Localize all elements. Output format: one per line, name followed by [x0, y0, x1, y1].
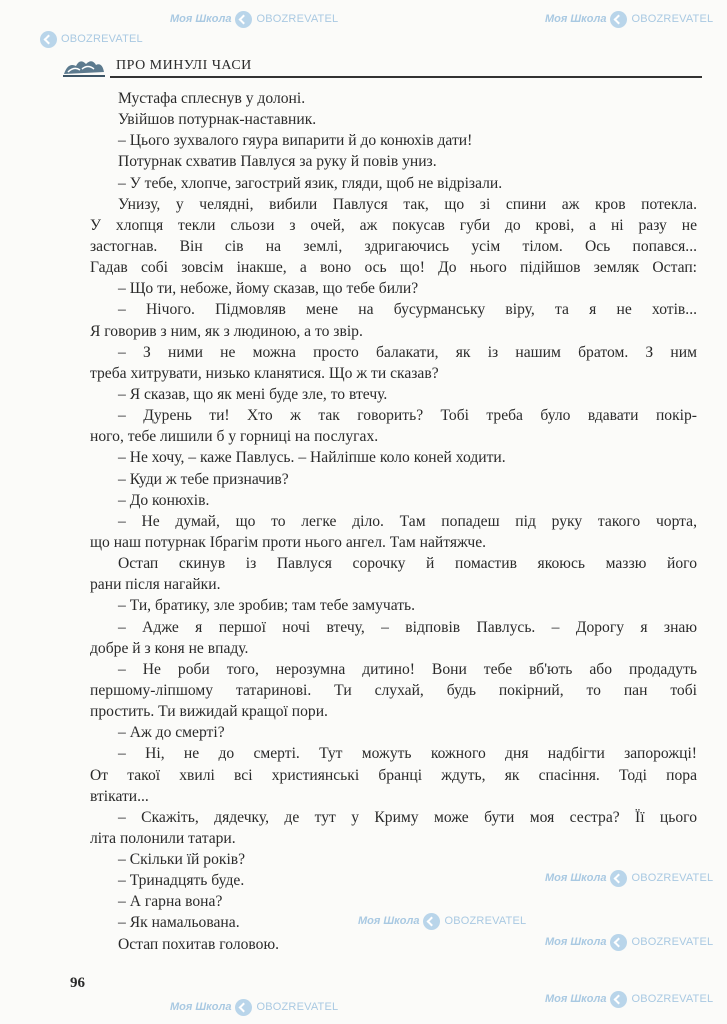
- text-line: – Аж до смерті?: [118, 724, 225, 742]
- watermark: [545, 10, 713, 28]
- text-line: У хлопця текли сльози з очей, аж покусав губи до крові, а ні разу не: [90, 216, 697, 234]
- text-line: – Не хочу, – каже Павлусь. – Найліпше коло коней ходити.: [118, 449, 506, 467]
- watermark-school: Моя Школа: [170, 1001, 232, 1013]
- text-line: Гадав собі зовсім інакше, а воно ось що! До нього підійшов земляк Остап:: [90, 259, 697, 277]
- text-line: – Що ти, небоже, йому сказав, що тебе били?: [118, 280, 419, 298]
- obozrevatel-logo-icon: [235, 999, 252, 1016]
- watermark-school: Моя Школа: [545, 872, 607, 884]
- text-line: літа полонили татари.: [90, 829, 236, 847]
- watermark-brand: OBOZREVATEL: [631, 993, 714, 1005]
- text-line: – Як намальована.: [118, 914, 240, 932]
- text-line: – Куди ж тебе призначив?: [118, 470, 289, 488]
- text-line: – Скажіть, дядечку, де тут у Криму може бути моя сестра? Її цього: [118, 808, 697, 826]
- text-line: – А гарна вона?: [118, 893, 223, 911]
- text-line: – Не роби того, нерозумна дитино! Вони тебе вб'ють або продадуть: [118, 660, 697, 678]
- text-line: – Не думай, що то легке діло. Там попадеш під руку такого чорта,: [118, 512, 697, 530]
- text-line: Остап похитав головою.: [118, 935, 280, 953]
- page-number: 96: [70, 975, 85, 991]
- watermark-school: Моя Школа: [170, 13, 232, 25]
- text-line: добре й з коня не впаду.: [90, 639, 249, 657]
- watermark-brand: OBOZREVATEL: [256, 13, 339, 25]
- text-line: рани після нагайки.: [90, 576, 221, 594]
- obozrevatel-logo-icon: [40, 31, 57, 48]
- watermark: [40, 30, 143, 48]
- watermark-school: Моя Школа: [358, 915, 420, 927]
- watermark-brand: OBOZREVATEL: [61, 33, 143, 45]
- text-line: що наш потурнак Ібрагім проти нього ангел. Там найтяжче.: [90, 533, 487, 551]
- text-line: треба хитрувати, низько кланятися. Що ж ти сказав?: [90, 364, 439, 382]
- watermark: [170, 998, 338, 1016]
- text-line: – Скільки їй років?: [118, 851, 246, 869]
- text-line: – Адже я першої ночі втечу, – відповів Павлусь. – Дорогу я знаю: [118, 618, 697, 636]
- watermark-brand: OBOZREVATEL: [256, 1001, 339, 1013]
- text-line: простить. Ти вижидай кращої пори.: [90, 703, 328, 721]
- text-line: – Тринадцять буде.: [118, 872, 245, 890]
- text-line: Я говорив з ним, як з людиною, а то звір.: [90, 322, 363, 340]
- text-line: – Ні, не до смерті. Тут можуть кожного дня надбігти запорожці!: [118, 745, 697, 763]
- watermark-brand: OBOZREVATEL: [444, 915, 527, 927]
- text-line: – Дурень ти! Хто ж так говорить? Тобі треба було вдавати покір-: [118, 407, 697, 425]
- watermark: [170, 10, 338, 28]
- text-line: першому-ліпшому татаринові. Ти слухай, будь покірний, то пан тобі: [90, 681, 697, 699]
- text-line: – З ними не можна просто балакати, як із нашим братом. З ним: [118, 343, 697, 361]
- section-title: ПРО МИНУЛІ ЧАСИ: [116, 58, 252, 73]
- text-line: – Ти, братику, зле зробив; там тебе замучать.: [118, 597, 416, 615]
- text-line: – Я сказав, що як мені буде зле, то втечу.: [118, 385, 388, 403]
- obozrevatel-logo-icon: [610, 991, 627, 1008]
- text-line: Увійшов потурнак-наставник.: [118, 111, 317, 129]
- body-text: [90, 88, 697, 955]
- text-line: Мустафа сплеснув у долоні.: [118, 90, 306, 107]
- watermark-school: Моя Школа: [545, 13, 607, 25]
- text-line: Остап скинув із Павлуся сорочку й помастив якоюсь маззю його: [118, 555, 697, 573]
- text-line: – Цього зухвалого гяура випарити й до конюхів дати!: [118, 132, 473, 150]
- text-line: застогнав. Він сів на землі, здригаючись усім тілом. Ось попався...: [90, 237, 697, 255]
- text-line: Унизу, у челядні, вибили Павлуся так, що зі спини аж кров потекла.: [118, 195, 697, 213]
- watermark-school: Моя Школа: [545, 936, 607, 948]
- text-line: – До конюхів.: [118, 491, 210, 509]
- running-header: [60, 54, 702, 80]
- obozrevatel-logo-icon: [610, 11, 627, 28]
- watermark-school: Моя Школа: [545, 993, 607, 1005]
- text-line: – У тебе, хлопче, загострий язик, гляди, щоб не відрізали.: [118, 174, 503, 192]
- text-line: – Нічого. Підмовляв мене на бусурманську віру, та я не хотів...: [118, 301, 697, 319]
- text-line: втікати...: [90, 787, 149, 805]
- ornament-icon: [62, 56, 106, 78]
- watermark: [545, 990, 713, 1008]
- obozrevatel-logo-icon: [235, 11, 252, 28]
- text-line: От такої хвилі всі християнські бранці ждуть, як спасіння. Тоді пора: [90, 766, 697, 784]
- text-line: ного, тебе лишили б у горниці на послугах.: [90, 428, 379, 446]
- header-rule: [110, 76, 702, 78]
- watermark-brand: OBOZREVATEL: [631, 13, 714, 25]
- text-line: Потурнак схватив Павлуся за руку й повів униз.: [118, 153, 437, 171]
- watermark-brand: OBOZREVATEL: [631, 936, 714, 948]
- watermark-brand: OBOZREVATEL: [631, 872, 714, 884]
